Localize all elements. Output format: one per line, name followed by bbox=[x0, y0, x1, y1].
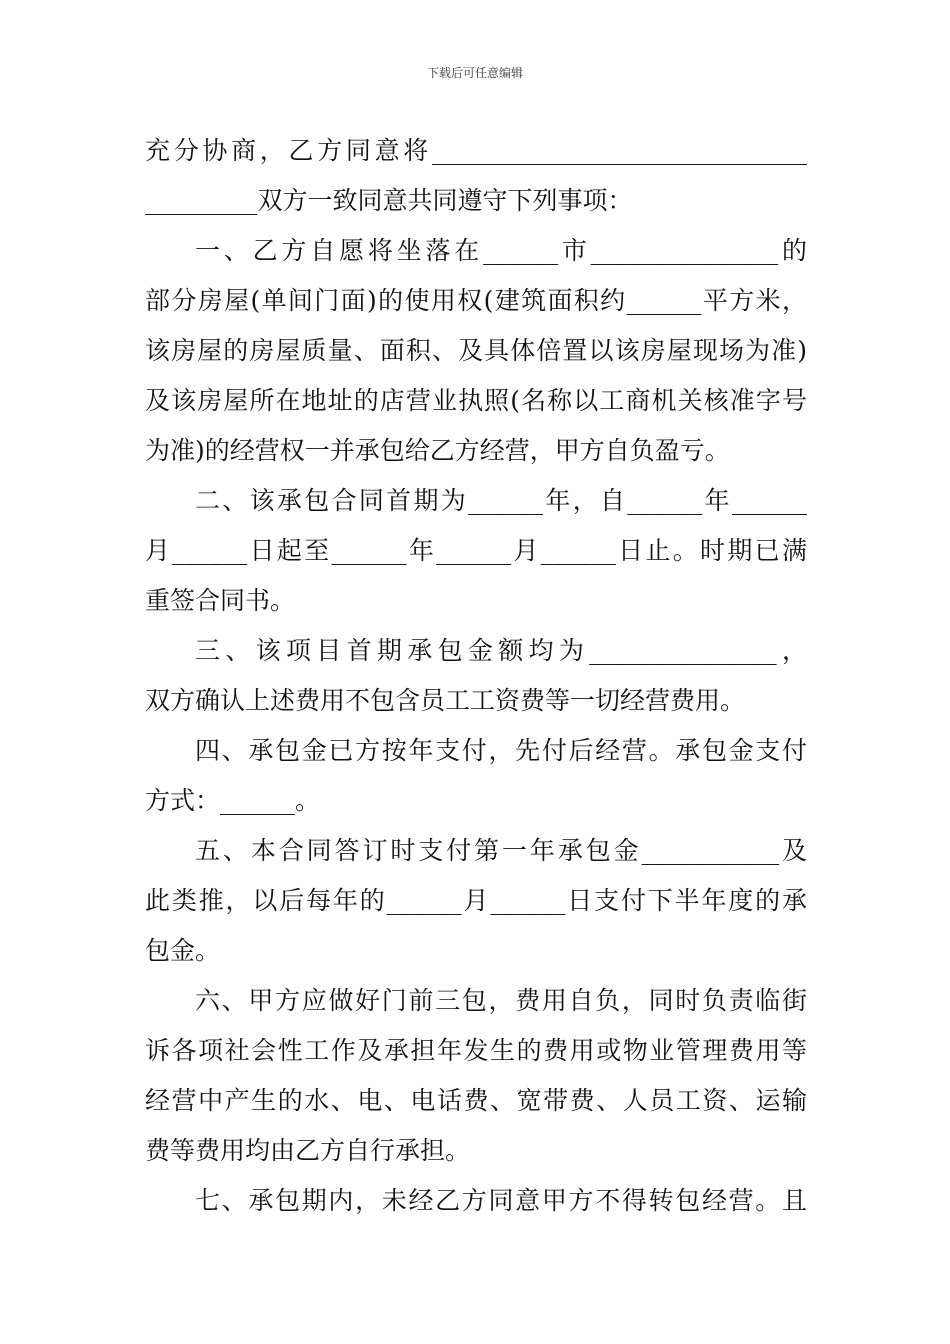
text-line: 一、乙方自愿将坐落在______市_______________的 bbox=[195, 236, 807, 265]
text-line: 该房屋的房屋质量、面积、及具体倍置以该房屋现场为准) bbox=[145, 336, 807, 365]
text-line: _________双方一致同意共同遵守下列事项： bbox=[145, 186, 633, 215]
text-line: 月______日起至______年______月______日止。时期已满 bbox=[145, 536, 807, 565]
text-line: 六、甲方应做好门前三包，费用自负，同时负责临街 bbox=[195, 986, 807, 1015]
text-line: 费等费用均由乙方自行承担。 bbox=[145, 1136, 471, 1165]
text-line: 方式：______。 bbox=[145, 786, 321, 815]
text-line: 充分协商，乙方同意将______________________________ bbox=[145, 136, 807, 165]
text-line: 重签合同书。 bbox=[145, 586, 296, 615]
text-line: 七、承包期内，未经乙方同意甲方不得转包经营。且 bbox=[195, 1186, 807, 1215]
text-line: 诉各项社会性工作及承担年发生的费用或物业管理费用等 bbox=[145, 1036, 807, 1065]
text-line: 包金。 bbox=[145, 936, 221, 965]
text-line: 及该房屋所在地址的店营业执照(名称以工商机关核准字号 bbox=[145, 386, 807, 415]
text-line: 此类推，以后每年的______月______日支付下半年度的承 bbox=[145, 886, 807, 915]
text-line: 双方确认上述费用不包含员工工资费等一切经营费用。 bbox=[145, 686, 746, 715]
contract-body bbox=[145, 126, 807, 1226]
text-line: 部分房屋(单间门面)的使用权(建筑面积约______平方米， bbox=[145, 286, 807, 315]
page-header-note: 下载后可任意编辑 bbox=[426, 66, 523, 80]
text-line: 四、承包金已方按年支付，先付后经营。承包金支付 bbox=[195, 736, 807, 765]
text-line: 为准)的经营权一并承包给乙方经营，甲方自负盈亏。 bbox=[145, 436, 730, 465]
text-line: 二、该承包合同首期为______年，自______年______ bbox=[195, 486, 807, 515]
text-line: 经营中产生的水、电、电话费、宽带费、人员工资、运输 bbox=[145, 1086, 807, 1115]
text-line: 三、该项目首期承包金额均为_______________， bbox=[195, 636, 807, 665]
text-line: 五、本合同答订时支付第一年承包金___________及 bbox=[195, 836, 807, 865]
